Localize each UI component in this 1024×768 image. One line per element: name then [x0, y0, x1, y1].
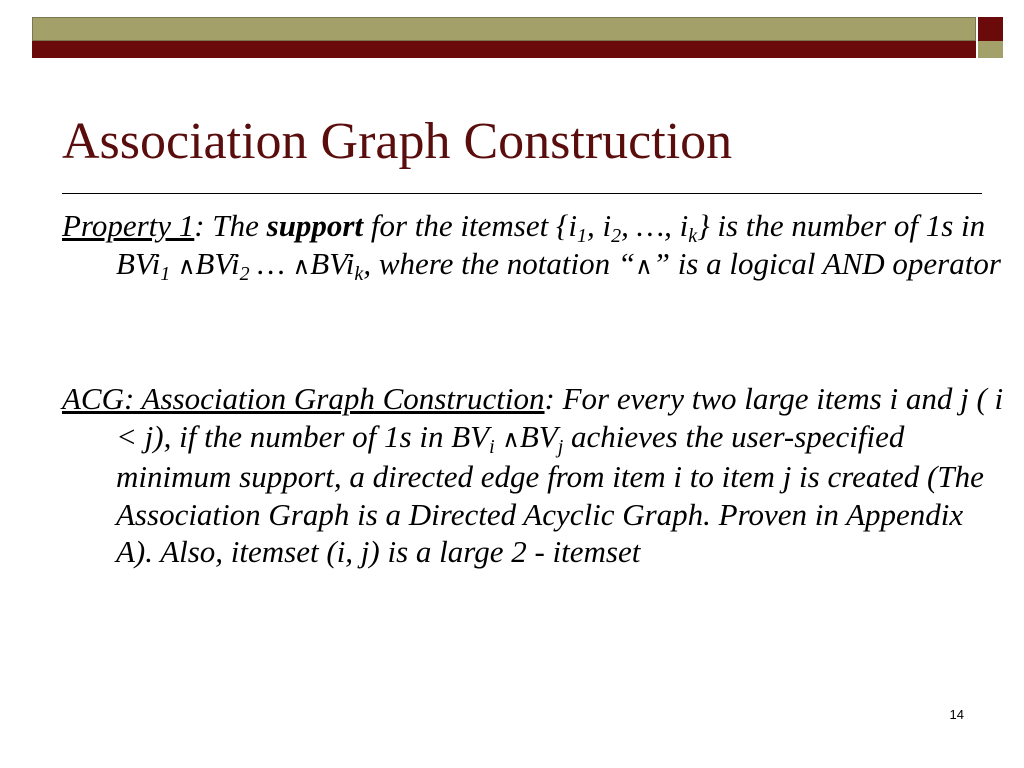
logical-and-symbol: ∧: [170, 251, 196, 280]
text-run: , …, i: [621, 208, 689, 243]
subscript: k: [354, 262, 364, 285]
subscript: 2: [239, 262, 250, 285]
corner-square-olive: [978, 41, 1003, 58]
acg-paragraph: [62, 380, 1006, 571]
text-run: …: [249, 245, 293, 281]
text-run: , i: [586, 208, 612, 243]
property-paragraph: [62, 207, 1006, 285]
subscript: k: [688, 225, 698, 247]
subscript: 2: [611, 225, 622, 247]
corner-square-maroon: [978, 17, 1003, 41]
header-band-maroon: [32, 41, 976, 58]
logical-and-symbol: ∧: [635, 251, 653, 280]
text-run: BVi: [310, 245, 355, 281]
text-run: BV: [519, 418, 558, 454]
text-run: for the itemset {i: [363, 208, 577, 243]
text-run: BVi: [195, 245, 240, 281]
subscript: j: [557, 435, 564, 458]
text-run: , where the notation “: [363, 245, 636, 281]
subscript: i: [489, 435, 495, 458]
text-run: } is the number of 1s in BVi: [116, 208, 986, 281]
text-run: : The: [194, 208, 267, 243]
title-divider: [62, 193, 982, 194]
property-label: Property 1: [62, 208, 195, 243]
header-band-olive: [32, 17, 976, 41]
page-number: 14: [949, 707, 964, 722]
text-run: : For every two large items i and j ( i < j), if the number of 1s in BV: [116, 381, 1004, 454]
subscript: 1: [576, 225, 587, 247]
slide-title: Association Graph Construction: [62, 113, 733, 170]
text-run: achieves the user-specified minimum support, a directed edge from item i to item j is created (The Association Graph is a Directed Acyclic Graph. Proven in Appendix A). Also, itemset (i, j) is a large 2 - itemset: [116, 418, 984, 569]
support-term: support: [266, 208, 364, 243]
text-run: ” is a logical AND operator: [652, 245, 1001, 281]
logical-and-symbol: ∧: [292, 251, 311, 280]
subscript: 1: [160, 262, 171, 285]
acg-label: ACG: Association Graph Construction: [62, 381, 545, 416]
logical-and-symbol: ∧: [494, 424, 520, 453]
